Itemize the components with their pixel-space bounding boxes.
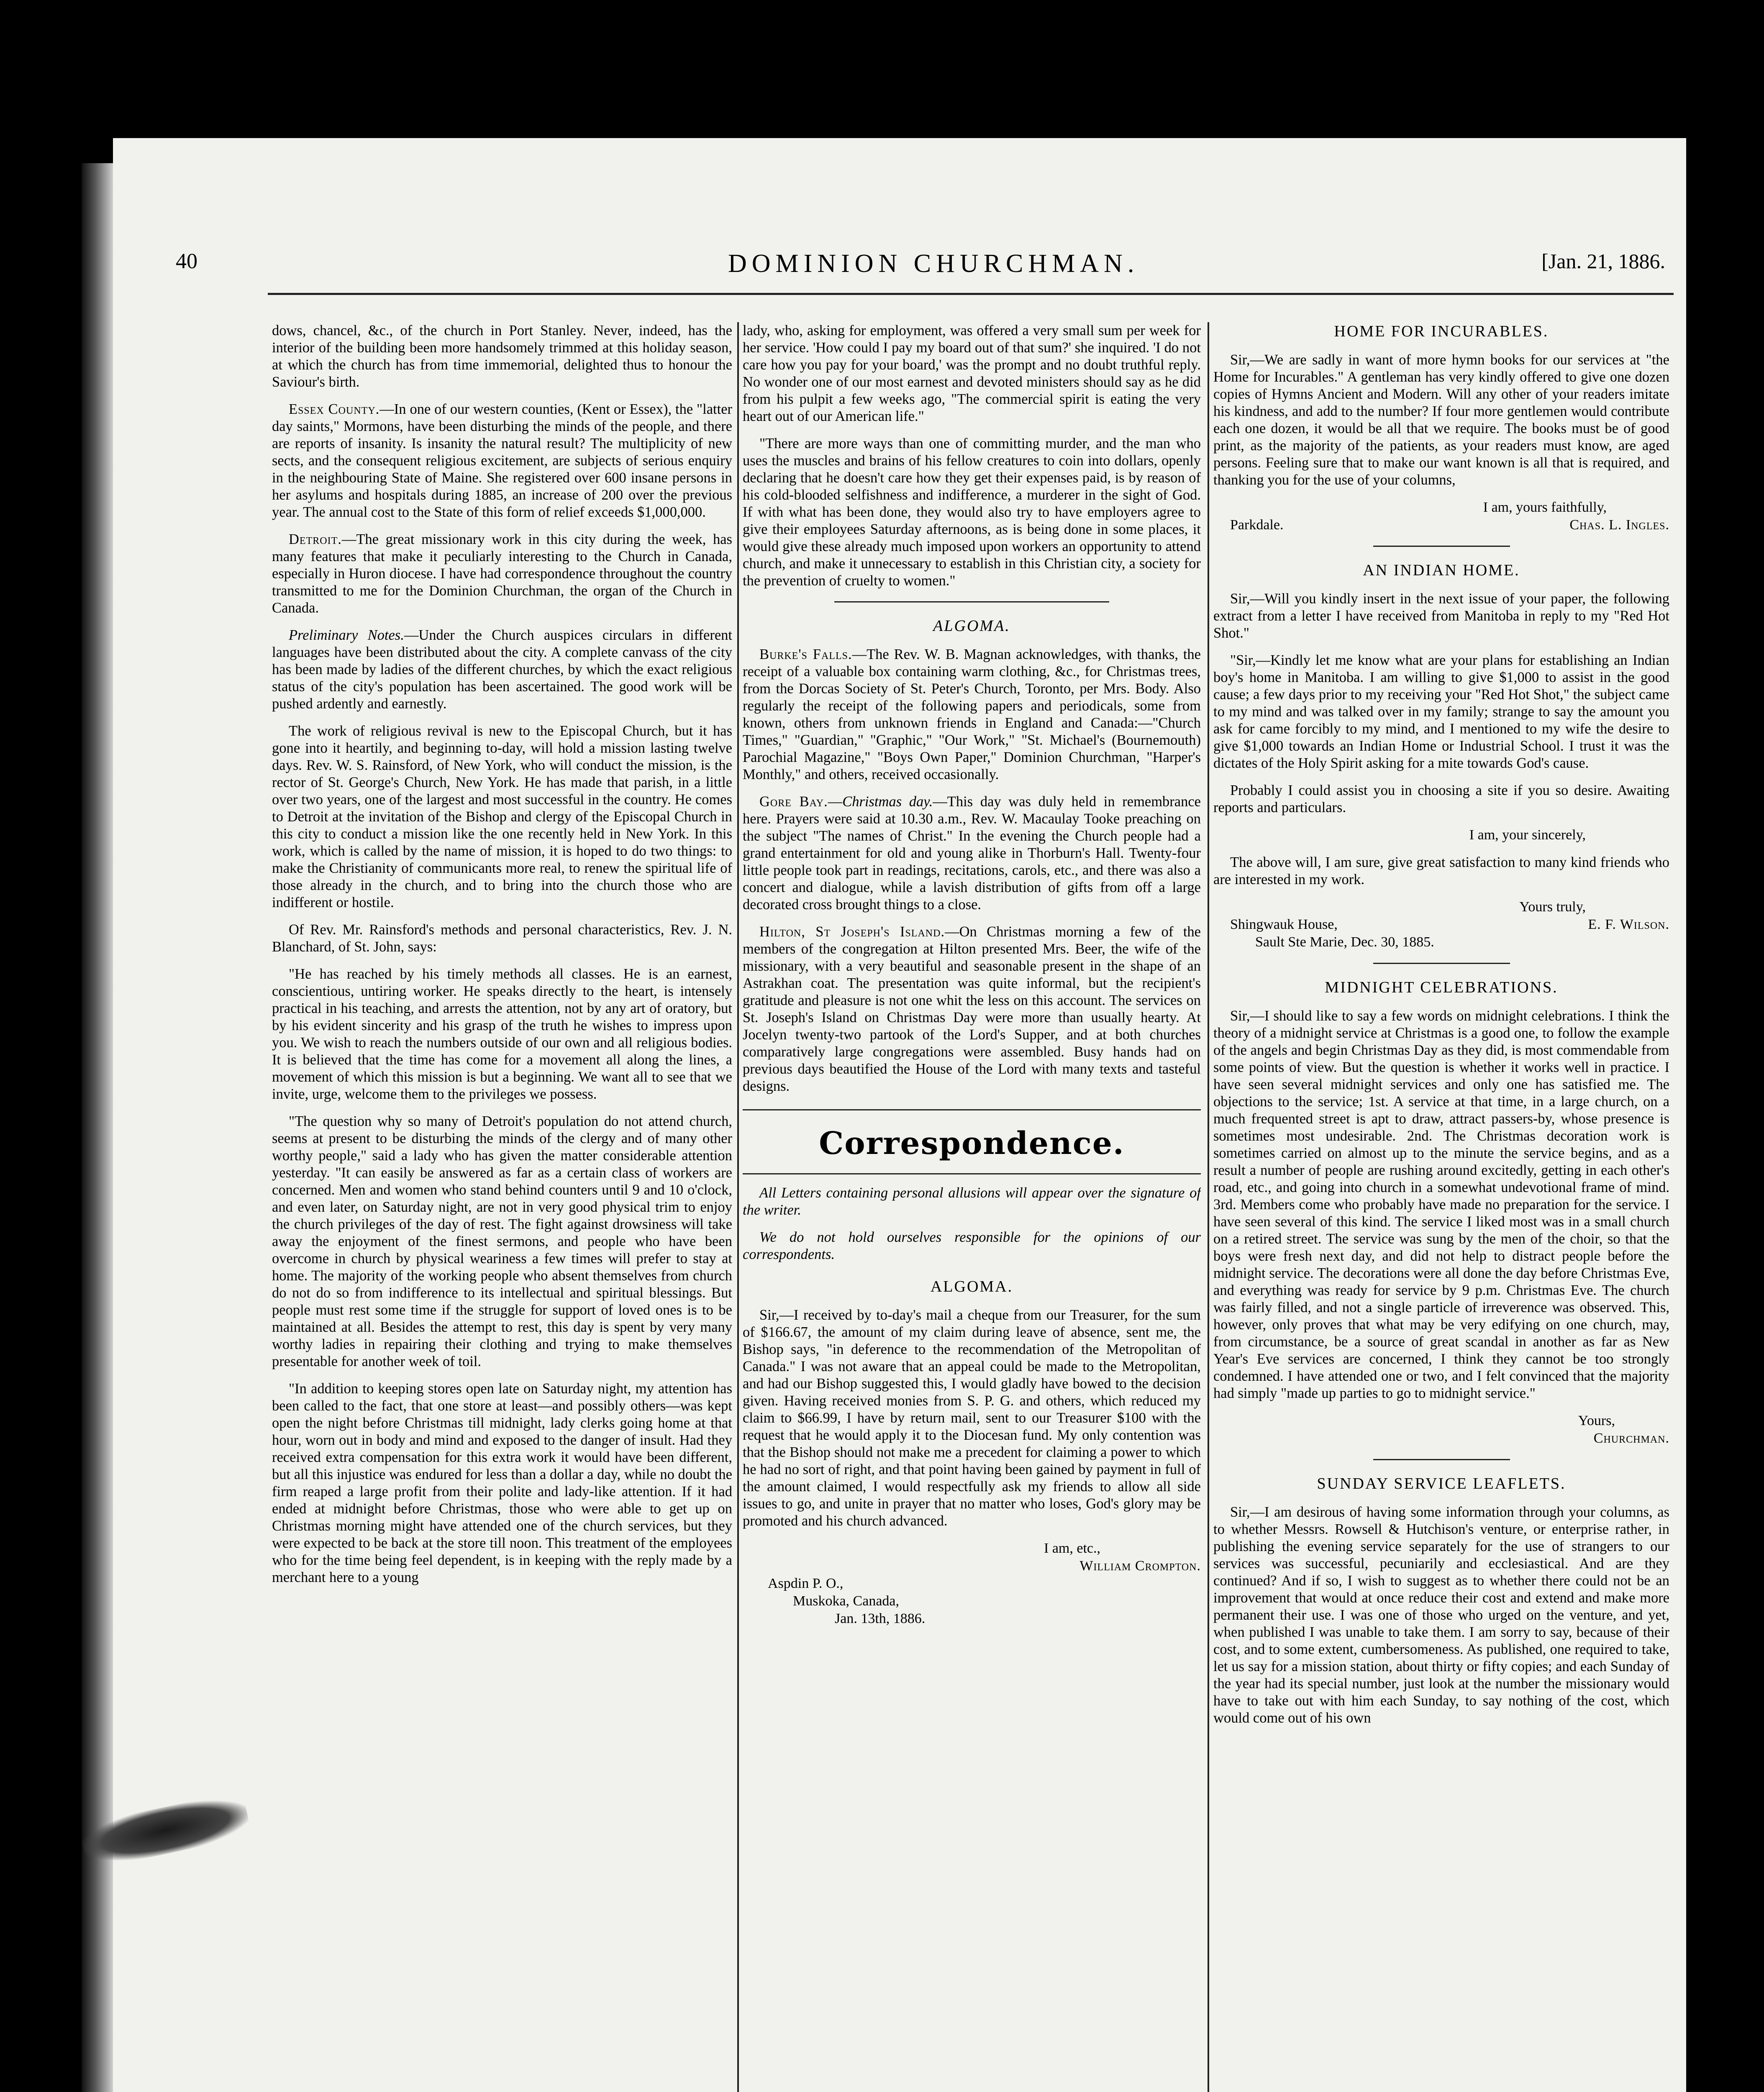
dateline: Essex County. bbox=[289, 401, 380, 417]
dateline: Hilton, St Joseph's Island. bbox=[759, 924, 945, 940]
signer-name: E. F. Wilson. bbox=[1588, 917, 1669, 932]
letter-heading: MIDNIGHT CELEBRATIONS. bbox=[1325, 979, 1558, 996]
sign-off: I am, yours faithfully, bbox=[1483, 500, 1607, 515]
correspondence-heading: Correspondence. bbox=[819, 1125, 1125, 1161]
letter-signature bbox=[743, 1540, 1201, 1628]
dateline: Preliminary Notes. bbox=[289, 627, 404, 643]
address-line: Muskoka, Canada, bbox=[793, 1593, 900, 1609]
letter-heading: ALGOMA. bbox=[930, 1278, 1013, 1295]
section-rule bbox=[743, 1173, 1201, 1174]
page-header bbox=[176, 249, 1665, 287]
header-rule bbox=[268, 293, 1674, 295]
issue-date: [Jan. 21, 1886. bbox=[1541, 249, 1665, 273]
sign-off: Yours, bbox=[1578, 1413, 1615, 1428]
signer-name: Chas. L. Ingles. bbox=[1569, 517, 1669, 533]
letter-body: The above will, I am sure, give great satisfaction to many kind friends who are interested in my work. bbox=[1213, 854, 1669, 887]
paragraph: lady, who, asking for employment, was offered a very small sum per week for her service. 'How could I pay my board out of that sum?' she inquired. 'I do not care how you pay for your board,' was the prompt and no doubt truthful reply. No wonder one of our most earnest and devoted ministers should say as he did from his pulpit a few weeks ago, "The commercial spirit is eating the very heart out of our American life." bbox=[743, 323, 1201, 424]
letter-body: Sir,—I received by to-day's mail a cheque from our Treasurer, for the sum of $166.67, the amount of my claim during leave of absence, sent me, the Bishop says, "in deference to the recommendation of the Metropolitan of Canada." I was not aware that an appeal could be made to the Metropolitan, and had our Bishop suggested this, I would gladly have bowed to the decision given. Having received monies from S. P. G. and others, which reduced my claim to $66.99, I have by return mail, sent to our Treasurer $100 with the request that he would apply it to the Diocesan fund. My only contention was that the Bishop should not make me a precedent for claiming a power to which he had no sort of right, and that point having been gained by payment in full of the amount claimed, I would respectfully ask my friends to allow all side issues to go, and unite in prayer that no matter who loses, God's glory may be promoted and his church advanced. bbox=[743, 1307, 1201, 1529]
column-divider bbox=[1208, 322, 1209, 2092]
letter-signature bbox=[1213, 1412, 1669, 1447]
section-rule bbox=[1373, 546, 1510, 547]
paragraph: Gore Bay.—Christmas day.—This day was duly held in remembrance here. Prayers were said at 10.30 a.m., Rev. W. Macaulay Tooke preaching on the subject "The names of Christ." In the evening the Church people had a grand entertainment for old and young alike in Thorburn's Hall. Twenty-four little people took part in readings, recitations, carols, etc., and there was also a concert and dialogue, while a lavish distribution of gifts from off a large decorated cross brought things to a close. bbox=[743, 794, 1201, 913]
letter-heading: AN INDIAN HOME. bbox=[1363, 561, 1520, 579]
signer-name: Churchman. bbox=[1593, 1431, 1669, 1446]
address-line: Aspdin P. O., bbox=[768, 1576, 844, 1591]
letter-heading: SUNDAY SERVICE LEAFLETS. bbox=[1317, 1475, 1566, 1492]
sign-off: Yours truly, bbox=[1519, 899, 1586, 915]
paragraph: "In addition to keeping stores open late on Saturday night, my attention has been called to the fact, that one store at least—and possibly others—was kept open the night before Christmas till midnight, lady clerks going home at that hour, worn out in body and mind and exposed to the danger of insult. Had they received extra compensation for this extra work it would have been different, but all this injustice was endured for less than a dollar a day, while no doubt the firm reaped a large profit from their polite and lady-like attention. If it had ended at midnight before Christmas, those who were able to get up on Christmas morning might have attended one of the church services, but they were expected to be back at the store till noon. This treatment of the employees who for the time being feel dependent, is in keeping with the reply made by a merchant here to a young bbox=[272, 1381, 732, 1585]
section-rule bbox=[834, 601, 1109, 602]
address-line: Sault Ste Marie, Dec. 30, 1885. bbox=[1255, 934, 1434, 950]
section-rule bbox=[1373, 963, 1510, 964]
letter-body: Sir,—I should like to say a few words on midnight celebrations. I think the theory of a midnight service at Christmas is a good one, to follow the example of the angels and begin Christmas Day as they did, is most commendable from some points of view. But the question is whether it works well in practice. I have seen several midnight services and only one has satisfied me. The objections to the service; 1st. A service at that time, in a large church, on a much frequented street is apt to draw, attract passers-by, whose presence is sometimes most undesirable. 2nd. The Christmas decoration work is sometimes carried on almost up to the minute the service begins, and as a result a number of people are rushing around excitedly, getting in each other's road, etc., and going into church in a somewhat undevotional frame of mind. 3rd. Members come who probably have made no preparation for the service. I have seen several of this kind. The service I liked most was in a small church on a retired street. The service was sung by the men of the choir, so that the boys were fresh next day, and did not help to distract people before the midnight service. The decorations were all done the day before Christmas Eve, and everything was ready for service by 9 p.m. Christmas Eve. The church was fairly filled, and not a single particle of irreverence was observed. This, however, only proves that what may be very edifying on one church, may, from circumstance, be a source of great scandal in another as far as New Year's Eve services are concerned, I think they cannot be too strongly condemned. I have attended one or two, and I felt convinced that the majority had simply "made up parties to go to midnight service." bbox=[1213, 1008, 1669, 1401]
page-edge bbox=[82, 163, 115, 2092]
letter-signature bbox=[1213, 499, 1669, 534]
masthead-title: DOMINION CHURCHMAN. bbox=[728, 249, 1139, 278]
paragraph: The work of religious revival is new to the Episcopal Church, but it has gone into it heartily, and beginning to-day, will hold a mission lasting twelve days. Rev. W. S. Rainsford, of New York, who will conduct the mission, is the rector of St. George's Church, New York. He has made that parish, in a little over two years, one of the largest and most successful in the country. He comes to Detroit at the invitation of the Bishop and clergy of the Episcopal Church in this city to conduct a mission like the one recently held in New York. In this work, which is called by the name of mission, it is hoped to do two things: to make the Christianity of communicants more real, to renew the spiritual life of those already in the church, and to bring into the church those who are indifferent or hostile. bbox=[272, 723, 732, 910]
letter-signature bbox=[1213, 898, 1669, 951]
letter-body: "Sir,—Kindly let me know what are your plans for establishing an Indian boy's home in Manitoba. I am willing to give $1,000 to assist in the good cause; a few days prior to my receiving your "Red Hot Shot," the subject came to my mind and was talked over in my family; strange to say the amount you ask for came forcibly to my mind, and I mentioned to my wife the desire to give $1,000 towards an Indian Home or Industrial School. I trust it was the dictates of the Holy Spirit asking for a mite towards God's cause. bbox=[1213, 652, 1669, 771]
column-divider bbox=[737, 322, 739, 2092]
letter-heading: HOME FOR INCURABLES. bbox=[1334, 323, 1549, 340]
paragraph: "He has reached by his timely methods all classes. He is an earnest, conscientious, untiring worker. He speaks directly to the heart, is intensely practical in his teaching, and arrests the attention, not by any art of oratory, but by his evident sincerity and his grasp of the truth he wishes to impress upon you. We wish to reach the numbers outside of our own and all religious bodies. It is believed that the time has come for a movement all along the lines, a movement of which this mission is but a beginning. We want all to see that we invite, urge, welcome them to the privileges we possess. bbox=[272, 966, 732, 1102]
letter-body: Sir,—I am desirous of having some information through your columns, as to whether Messrs. Rowsell & Hutchison's venture, or enterprise rather, in publishing the evening service separately for the use of strangers to our services was successful, pecuniarily and ecclesiastical. And are they continued? And if so, I wish to suggest as to whether there could not be an improvement that would at once reduce their cost and extend and make more permanent their use. I was one of those who urged on the venture, and yet, when published I was unable to take them. I am sorry to say, because of their cost, and to some extent, cumbersomeness. As published, one required to take, let us say for a mission station, about thirty or fifty copies; and each Sunday of the year had its special number, just look at the number the missionary would have to take out with him each Sunday, to say nothing of the cost, which would come out of his own bbox=[1213, 1504, 1669, 1726]
sign-off: I am, your sincerely, bbox=[1469, 827, 1586, 843]
dateline: Detroit. bbox=[289, 531, 342, 547]
letter-body: Sir,—We are sadly in want of more hymn books for our services at "the Home for Incurables." A gentleman has very kindly offered to give one dozen copies of Hymns Ancient and Modern. Will any other of your readers imitate his kindness, and add to the number? If four more gentlemen would contribute each one dozen, it would be all that we require. The books must be of good print, as the majority of the patients, as your readers must know, are aged persons. Feeling sure that to make our want known is all that is required, and thanking you for the use of your columns, bbox=[1213, 352, 1669, 488]
address-line: Jan. 13th, 1886. bbox=[835, 1611, 926, 1626]
address-line: Shingwauk House, bbox=[1230, 917, 1338, 932]
column-3 bbox=[1213, 322, 1669, 2092]
signer-name: William Crompton. bbox=[1079, 1558, 1201, 1574]
sign-off: I am, etc., bbox=[1044, 1541, 1100, 1556]
letter-body: Probably I could assist you in choosing a site if you so desire. Awaiting reports and particulars. bbox=[1213, 782, 1669, 815]
letter-signature bbox=[1213, 826, 1669, 844]
paragraph: Burke's Falls.—The Rev. W. B. Magnan acknowledges, with thanks, the receipt of a valuable box containing warm clothing, &c., for Christmas trees, from the Dorcas Society of St. Peter's Church, Toronto, per Mrs. Body. Also regularly the receipt of the following papers and periodicals, some from known, others from unknown friends in England and Canada:—"Church Times," "Guardian," "Graphic," "Our Work," "St. Michael's (Bournemouth) Parochial Magazine," "Boys Own Paper," Dominion Churchman, "Harper's Monthly," and others, received occasionally. bbox=[743, 646, 1201, 782]
column-1 bbox=[272, 322, 732, 2046]
dateline: Gore Bay. bbox=[759, 794, 828, 810]
letter-body: Sir,—Will you kindly insert in the next issue of your paper, the following extract from a letter I have received from Manitoba in reply to my "Red Hot Shot." bbox=[1213, 591, 1669, 641]
page-number: 40 bbox=[176, 249, 197, 273]
column-2 bbox=[743, 322, 1201, 2092]
paragraph: Preliminary Notes.—Under the Church auspices circulars in different languages have been distributed about the city. A complete canvass of the city has been made by ladies of the different churches, by which the exact religious status of the city's population has been ascertained. The good work will be pushed ardently and earnestly. bbox=[272, 627, 732, 712]
paragraph: Essex County.—In one of our western counties, (Kent or Essex), the "latter day saints," Mormons, have been disturbing the minds of the people, and there are reports of insanity. Is insanity the natural result? The multiplicity of new sects, and the consequent religious excitement, are subjects of serious enquiry in the neighbouring State of Maine. She registered over 600 insane persons in her asylums and hospitals during 1885, an increase of 200 over the previous year. The annual cost to the State of this form of relief exceeds $1,000,000. bbox=[272, 401, 732, 520]
editorial-notice: We do not hold ourselves responsible for the opinions of our correspondents. bbox=[743, 1229, 1201, 1262]
paragraph: Detroit.—The great missionary work in this city during the week, has many features that make it peculiarly interesting to the Church in Canada, especially in Huron diocese. I have had correspondence throughout the country transmitted to me for the Dominion Churchman, the organ of the Church in Canada. bbox=[272, 531, 732, 616]
paragraph: "There are more ways than one of committing murder, and the man who uses the muscles and brains of his fellow creatures to coin into dollars, openly declaring that he doesn't care how they get their expenses paid, is by reason of his cold-blooded selfishness and indifference, a murderer in the sight of God. If with what has been done, they would also try to have employers agree to give their employees Saturday afternoons, as is being done in some places, it would give these already much imposed upon workers an opportunity to attend church, and make it unnecessary to establish in this Christian city, a society for the prevention of cruelty to women." bbox=[743, 436, 1201, 589]
paragraph: Hilton, St Joseph's Island.—On Christmas morning a few of the members of the congregation at Hilton presented Mrs. Beer, the wife of the missionary, with a very beautiful and seasonable present in the shape of an Astrakhan coat. The presentation was quite informal, but the recipient's gratitude and pleasure is not one whit the less on this account. The services on St. Joseph's Island on Christmas Day were more than usually hearty. At Jocelyn twenty-two partook of the Lord's Supper, and at both churches comparatively large congregations were assembled. Busy hands had on previous days beautified the House of the Lord with many texts and tasteful designs. bbox=[743, 924, 1201, 1094]
dateline: Burke's Falls. bbox=[759, 646, 852, 662]
paragraph: dows, chancel, &c., of the church in Port Stanley. Never, indeed, has the interior of the building been more handsomely trimmed at this holiday season, at which the church has from time immemorial, delighted thus to honour the Saviour's birth. bbox=[272, 323, 732, 390]
paragraph: "The question why so many of Detroit's population do not attend church, seems at present to be disturbing the minds of the clergy and of many other worthy people," said a lady who has given the matter considerable attention yesterday. "It can easily be answered as far as a certain class of workers are concerned. Men and women who stand behind counters until 9 and 10 o'clock, and even later, on Saturday night, are not in very good physical trim to enjoy the church privileges of the day of rest. The fight against drowsiness will take away the enjoyment of the finest sermons, and people who have been overcome in church by physical weariness a few times will prefer to stay at home. The majority of the working people who absent themselves from church do not do so from indifference to its intellectual and spiritual blessings. But people must rest some time if the struggle for support of loved ones is to be maintained at all. Besides the attempt to rest, this day is spent by very many worthy ladies in repairing their clothing and trying to make themselves presentable for another week of toil. bbox=[272, 1113, 732, 1369]
section-rule bbox=[1373, 1459, 1510, 1460]
address-line: Parkdale. bbox=[1230, 517, 1284, 533]
section-heading: ALGOMA. bbox=[933, 617, 1010, 635]
dateline-italic: Christmas day. bbox=[842, 794, 933, 810]
section-rule bbox=[743, 1109, 1201, 1110]
paragraph: Of Rev. Mr. Rainsford's methods and personal characteristics, Rev. J. N. Blanchard, of St. John, says: bbox=[272, 922, 732, 955]
editorial-notice: All Letters containing personal allusions will appear over the signature of the writer. bbox=[743, 1185, 1201, 1218]
